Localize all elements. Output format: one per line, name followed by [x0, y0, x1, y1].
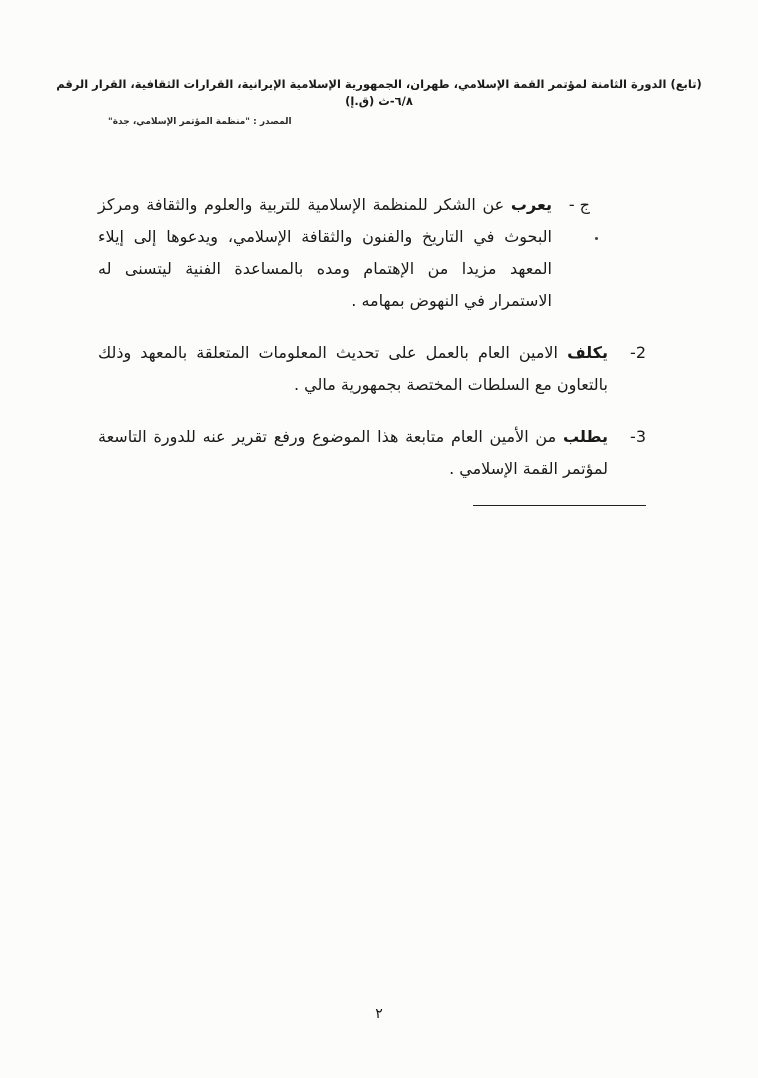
clause-3-keyword: يطلب — [562, 426, 608, 446]
clause-2-text — [98, 337, 608, 401]
page-number: ٢ — [375, 1006, 383, 1022]
section-divider-line — [473, 505, 646, 506]
clause-2-marker: 2- — [630, 342, 646, 362]
clause-2 — [98, 337, 646, 401]
clause-2-body: الامين العام بالعمل على تحديث المعلومات المتعلقة بالمعهد وذلك بالتعاون مع السلطات المختصة بجمهورية مالي . — [98, 342, 608, 394]
document-body — [0, 189, 758, 506]
scan-artifact-speck — [595, 237, 598, 240]
clause-j-marker: ج - — [568, 194, 590, 214]
clause-j-body: عن الشكر للمنظمة الإسلامية للتربية والعلوم والثقافة ومركز البحوث في التاريخ والفنون والثقافة الإسلامي، ويدعوها إلى إيلاء المعهد مزيدا من الإهتمام ومده بالمساعدة الفنية ليتسنى له الاستمرار في النهوض بمهامه . — [98, 194, 552, 310]
clause-j — [98, 189, 646, 317]
clause-3-marker: 3- — [630, 426, 646, 446]
clause-3-body: من الأمين العام متابعة هذا الموضوع ورفع تقرير عنه للدورة التاسعة لمؤتمر القمة الإسلامي . — [98, 426, 608, 478]
clause-j-text — [98, 189, 552, 317]
header-source-line: المصدر : "منظمة المؤتمر الإسلامي، جدة" — [108, 116, 292, 127]
clause-j-keyword: يعرب — [510, 194, 552, 214]
clause-3-text — [98, 421, 608, 485]
document-header — [0, 0, 758, 127]
clause-3 — [98, 421, 646, 485]
clause-2-keyword: يكلف — [567, 342, 608, 362]
header-title: (تابع) الدورة الثامنة لمؤتمر القمة الإسلامي، طهران، الجمهورية الإسلامية الإيرانية، القرارات الثقافية، القرار الرقم ٦/٨-ث (ق.إ) — [56, 77, 702, 109]
